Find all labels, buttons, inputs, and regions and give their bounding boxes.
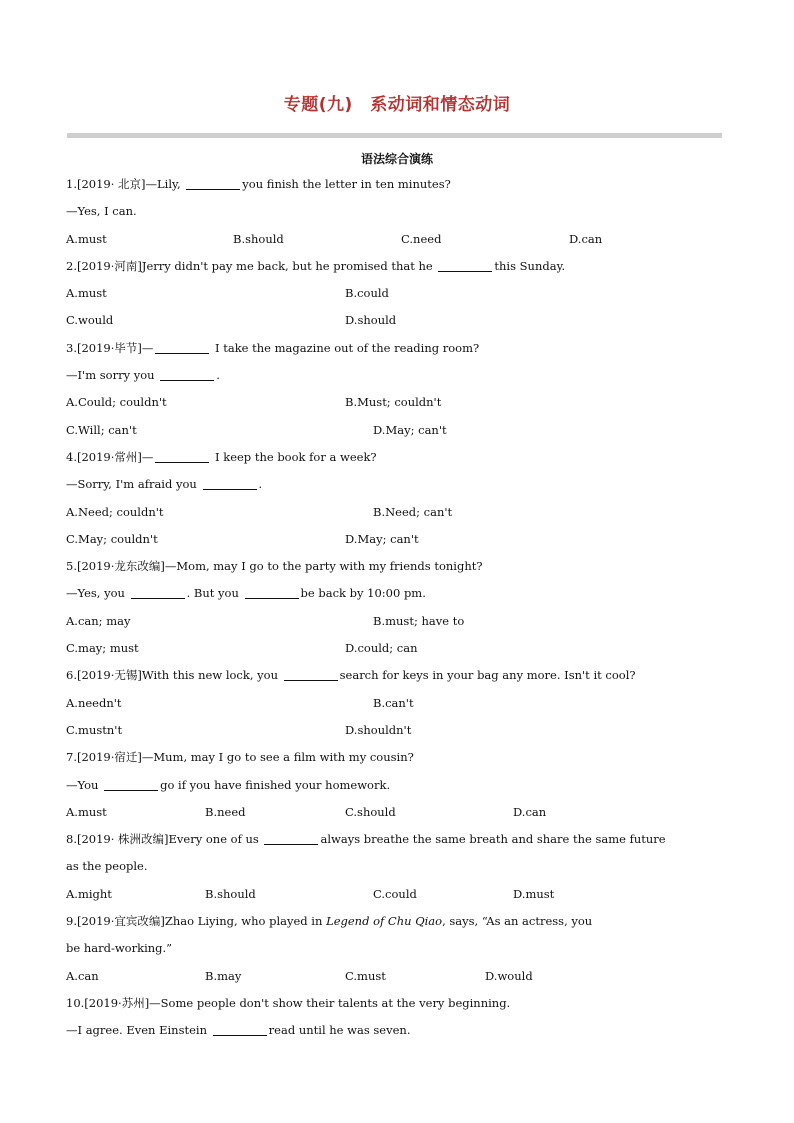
option-c[interactable]: C.should: [345, 804, 396, 819]
option-c[interactable]: C.may; must: [66, 641, 139, 656]
question-1-stem: [66, 171, 730, 198]
answer-blank[interactable]: [155, 448, 209, 463]
question-1-line2: —Yes, I can.: [66, 204, 137, 219]
question-10-line2: [66, 1017, 730, 1044]
option-a[interactable]: A.Could; couldn't: [66, 395, 167, 410]
question-text: be back by 10:00 pm.: [300, 586, 426, 601]
answer-blank[interactable]: [264, 830, 318, 845]
question-3-options-row1: [66, 389, 730, 416]
option-b[interactable]: B.Must; couldn't: [345, 395, 442, 410]
question-text: —I agree. Even Einstein: [66, 1023, 211, 1038]
question-text: read until he was seven.: [268, 1023, 411, 1038]
question-text: 2.[2019·河南]Jerry didn't pay me back, but he promised that he: [66, 258, 437, 273]
option-a[interactable]: A.must: [66, 231, 107, 246]
question-3-line2: [66, 362, 730, 389]
question-text: you finish the letter in ten minutes?: [242, 177, 451, 191]
question-text: 6.[2019·无锡]With this new lock, you: [66, 668, 282, 683]
option-a[interactable]: A.can: [66, 968, 99, 983]
option-d[interactable]: D.could; can: [345, 641, 418, 656]
option-c[interactable]: C.Will; can't: [66, 422, 137, 437]
question-9-options: [66, 963, 730, 990]
question-text: 8.[2019· 株洲改编]Every one of us: [66, 832, 263, 847]
option-d[interactable]: D.shouldn't: [345, 722, 412, 737]
question-7-options: [66, 799, 730, 826]
question-text: —You: [66, 777, 103, 792]
answer-blank[interactable]: [213, 1021, 267, 1036]
question-text: always breathe the same breath and share the same future: [320, 832, 666, 847]
question-text: —I'm sorry you: [66, 368, 159, 383]
question-text: —Sorry, I'm afraid you: [66, 477, 201, 492]
option-c[interactable]: C.May; couldn't: [66, 531, 158, 546]
option-d[interactable]: D.should: [345, 313, 397, 328]
question-text: I take the magazine out of the reading room?: [211, 340, 480, 355]
option-c[interactable]: C.must: [345, 968, 386, 983]
option-b[interactable]: B.should: [233, 231, 284, 246]
question-10-stem: 10.[2019·苏州]—Some people don't show their talents at the very beginning.: [66, 995, 511, 1010]
option-b[interactable]: B.may: [205, 968, 242, 983]
option-d[interactable]: D.would: [485, 968, 533, 983]
answer-blank[interactable]: [160, 366, 214, 381]
option-b[interactable]: B.can't: [373, 695, 414, 710]
answer-blank[interactable]: [438, 257, 492, 272]
option-d[interactable]: D.can: [569, 231, 603, 246]
question-text: search for keys in your bag any more. Isn't it cool?: [339, 668, 636, 683]
question-5-line2: [66, 580, 730, 607]
question-8-stem: [66, 826, 730, 853]
answer-blank[interactable]: [203, 475, 257, 490]
question-text: 9.[2019·宜宾改编]Zhao Liying, who played in: [66, 914, 327, 929]
question-4-options-row1: [66, 499, 730, 526]
question-7-line2: [66, 772, 730, 799]
question-4-stem: [66, 444, 730, 471]
option-a[interactable]: A.needn't: [66, 695, 122, 710]
option-c[interactable]: C.could: [373, 886, 417, 901]
answer-blank[interactable]: [155, 339, 209, 354]
option-c[interactable]: C.mustn't: [66, 722, 123, 737]
option-b[interactable]: B.must; have to: [373, 613, 465, 628]
film-title: Legend of Chu Qiao: [326, 914, 443, 929]
option-b[interactable]: B.need: [205, 804, 246, 819]
question-6-options-row1: [66, 690, 730, 717]
question-3-stem: [66, 335, 730, 362]
option-d[interactable]: D.must: [513, 886, 555, 901]
option-a[interactable]: A.Need; couldn't: [66, 504, 164, 519]
question-text: 4.[2019·常州]—: [66, 449, 154, 464]
answer-blank[interactable]: [131, 584, 185, 599]
option-c[interactable]: C.would: [66, 313, 114, 328]
question-5-stem: 5.[2019·龙东改编]—Mom, may I go to the party with my friends tonight?: [66, 559, 483, 574]
question-9-line2: be hard-working.”: [66, 941, 173, 956]
option-b[interactable]: B.could: [345, 286, 389, 301]
question-3-options-row2: [66, 417, 730, 444]
option-a[interactable]: A.must: [66, 286, 107, 301]
question-9-stem: [66, 908, 730, 935]
question-text: 1.[2019· 北京]—Lily,: [66, 177, 185, 191]
question-text: —Yes, you: [66, 586, 129, 601]
question-text: go if you have finished your homework.: [160, 777, 391, 792]
answer-blank[interactable]: [284, 666, 338, 681]
question-4-line2: [66, 471, 730, 498]
option-a[interactable]: A.might: [66, 886, 112, 901]
question-8-line2: as the people.: [66, 859, 148, 874]
answer-blank[interactable]: [186, 175, 240, 190]
question-6-stem: [66, 662, 730, 689]
question-text: this Sunday.: [494, 258, 566, 273]
question-text: I keep the book for a week?: [211, 449, 377, 464]
question-2-options-row1: [66, 280, 730, 307]
question-text: . But you: [186, 586, 243, 601]
question-7-stem: 7.[2019·宿迁]—Mum, may I go to see a film with my cousin?: [66, 750, 414, 765]
option-c[interactable]: C.need: [401, 231, 442, 246]
question-text: .: [258, 477, 263, 492]
question-text: 3.[2019·毕节]—: [66, 340, 154, 355]
question-2-options-row2: [66, 307, 730, 334]
option-d[interactable]: D.May; can't: [373, 422, 447, 437]
question-4-options-row2: [66, 526, 730, 553]
question-8-options: [66, 881, 730, 908]
question-2-stem: [66, 253, 730, 280]
question-1-options: [66, 226, 730, 253]
question-5-options-row2: [66, 635, 730, 662]
question-text: , says, “As an actress, you: [442, 914, 593, 929]
answer-blank[interactable]: [104, 776, 158, 791]
option-b[interactable]: B.should: [205, 886, 256, 901]
option-b[interactable]: B.Need; can't: [373, 504, 453, 519]
answer-blank[interactable]: [245, 584, 299, 599]
page-title: 专题(九) 系动词和情态动词: [283, 95, 511, 115]
question-6-options-row2: [66, 717, 730, 744]
title-divider: [67, 133, 722, 138]
option-a[interactable]: A.must: [66, 804, 107, 819]
question-5-options-row1: [66, 608, 730, 635]
option-d[interactable]: D.May; can't: [345, 531, 419, 546]
option-d[interactable]: D.can: [513, 804, 547, 819]
section-subtitle: 语法综合演练: [360, 152, 433, 166]
question-list: [66, 171, 730, 1045]
question-text: .: [216, 368, 220, 383]
option-a[interactable]: A.can; may: [66, 613, 131, 628]
